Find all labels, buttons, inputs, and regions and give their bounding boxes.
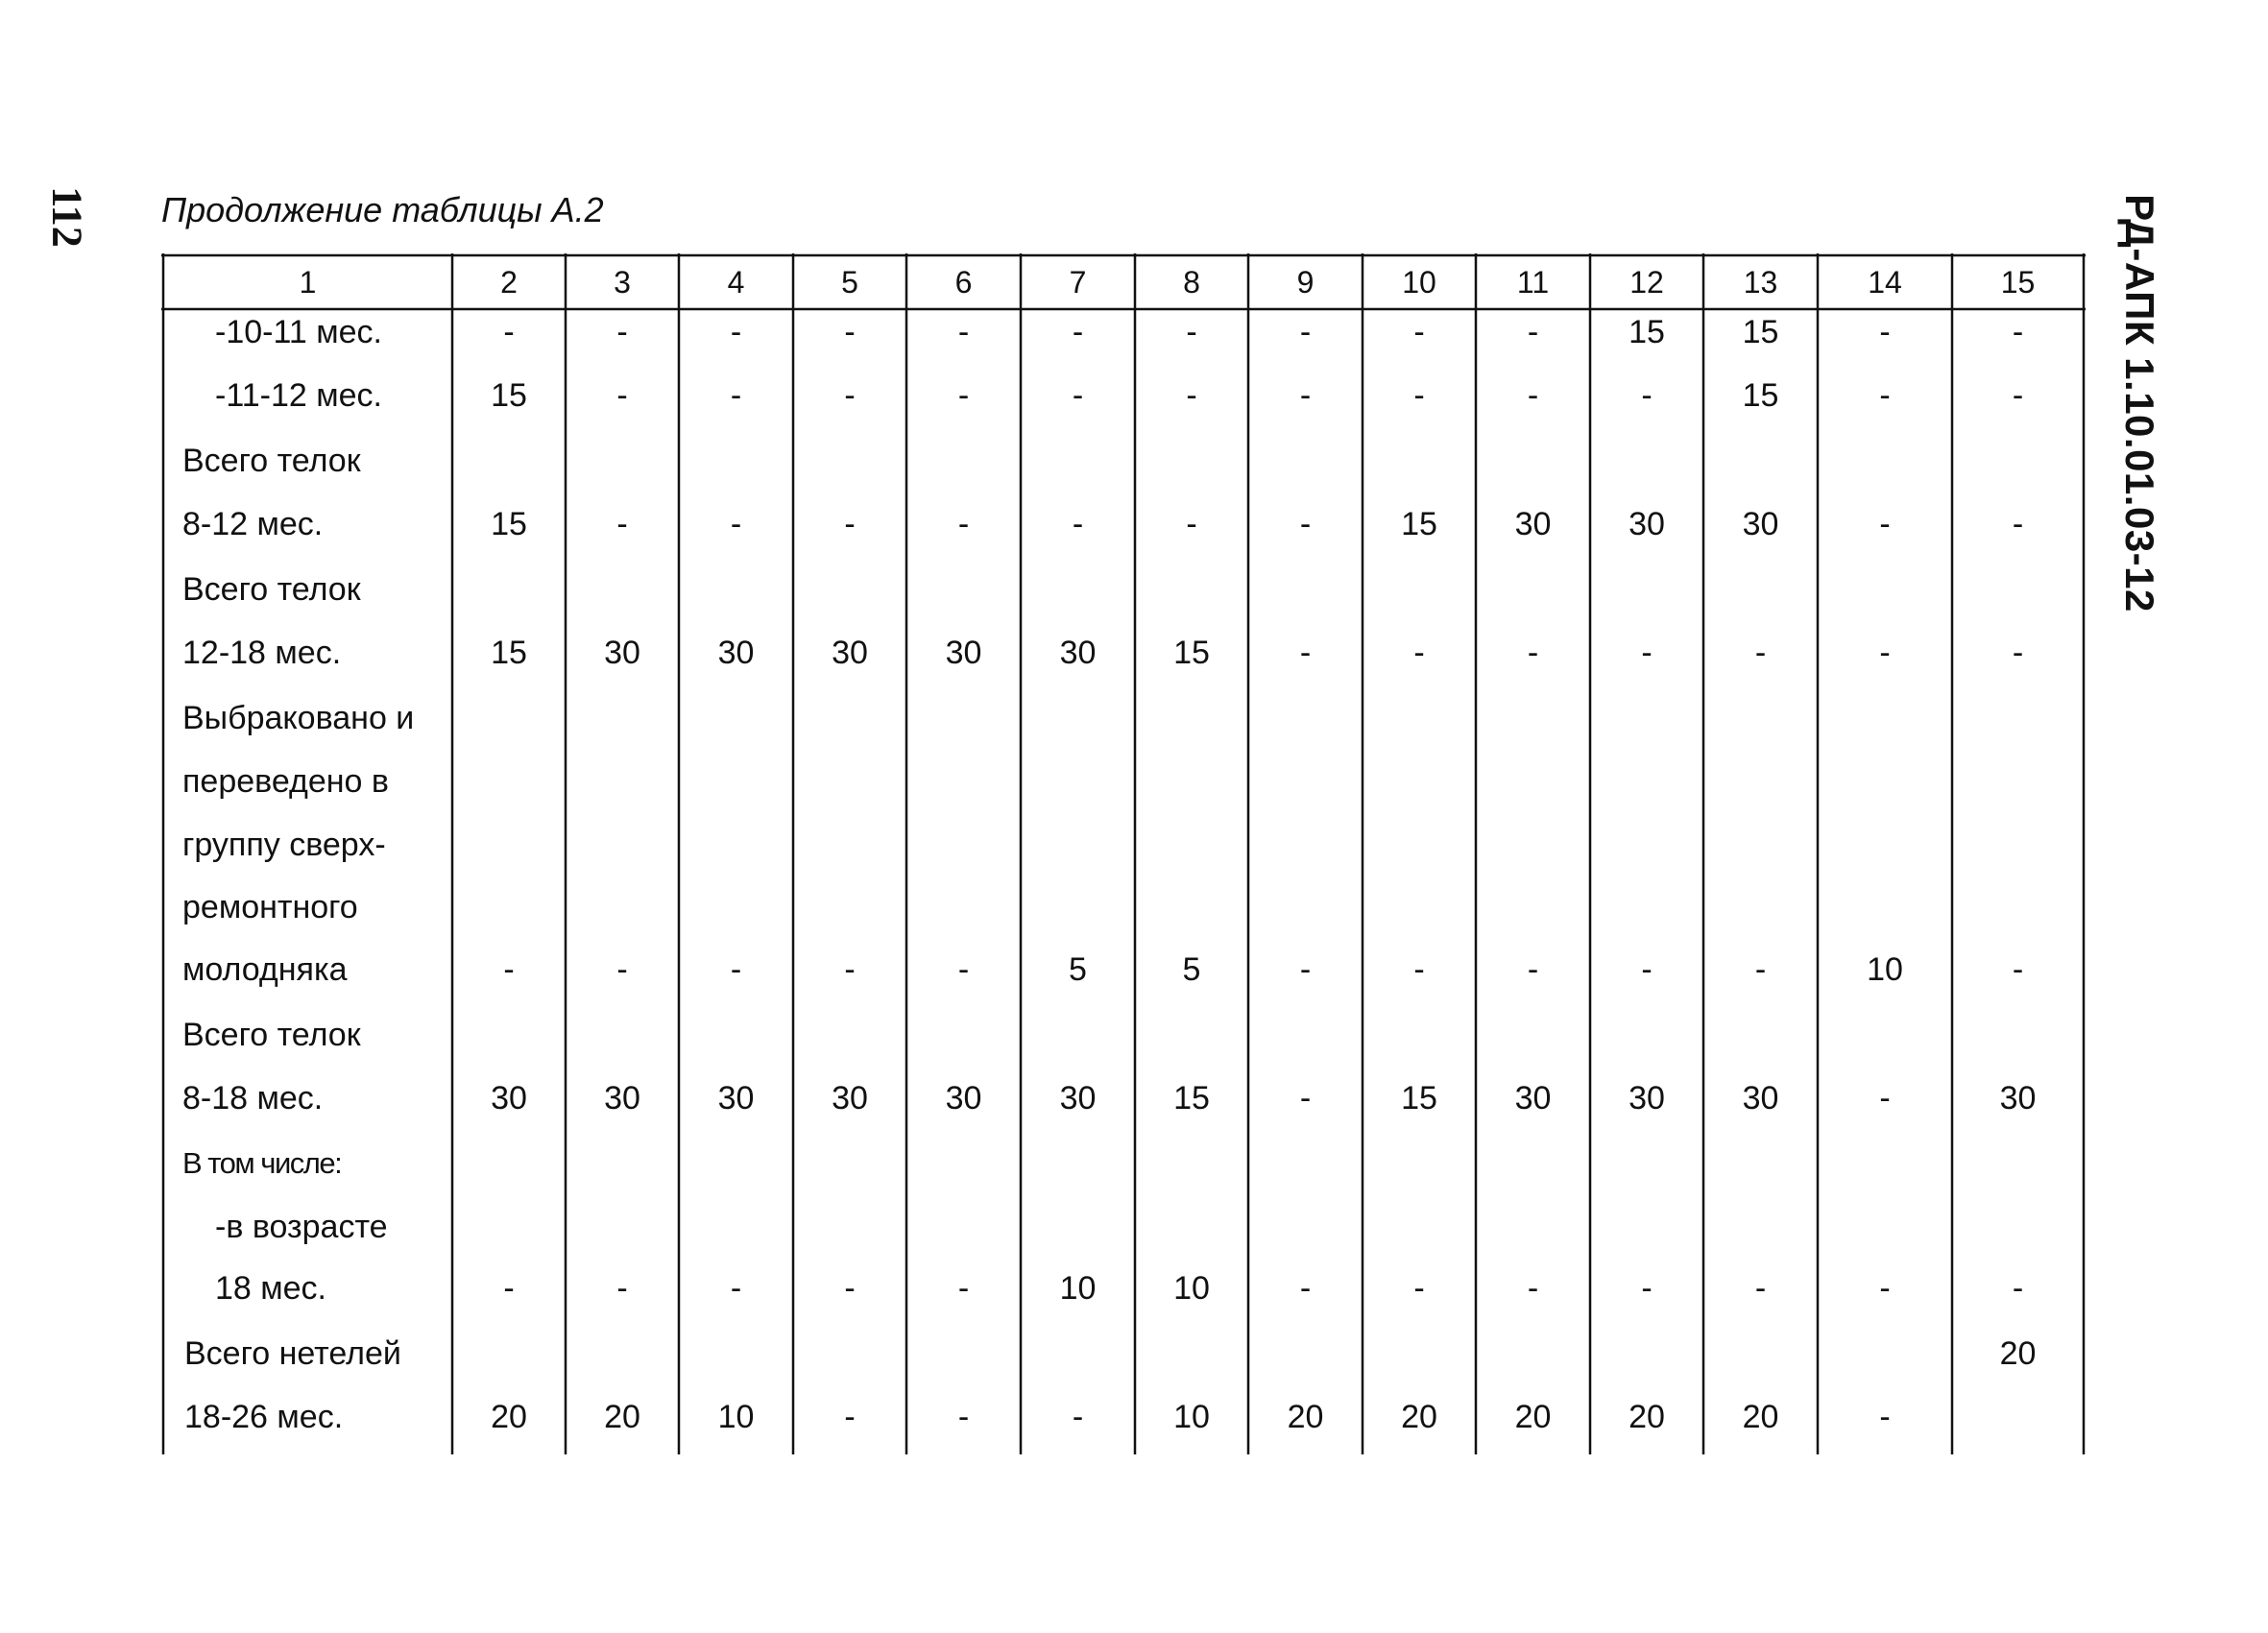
- table-cell: -: [1299, 506, 1312, 542]
- table-cell: -: [1641, 1270, 1653, 1307]
- table-cell: -: [1072, 506, 1084, 542]
- table-cell: -: [2012, 314, 2024, 350]
- table-cell: -: [844, 951, 856, 988]
- table-cell: -: [844, 1399, 856, 1435]
- table-cell: -: [844, 1270, 856, 1307]
- table-cell: 30: [832, 635, 868, 671]
- row-label: Всего телок: [182, 443, 361, 479]
- table-cell: -: [2012, 377, 2024, 414]
- table-cell: -: [1299, 1080, 1312, 1117]
- table-cell: 20: [1742, 1399, 1779, 1435]
- table-cell: -: [1879, 1080, 1891, 1117]
- table-cell: 15: [1401, 506, 1437, 542]
- table-cell: -: [1186, 377, 1197, 414]
- table-cell: -: [616, 314, 628, 350]
- table-cell: -: [1299, 951, 1312, 988]
- row-label: Всего нетелей: [184, 1335, 401, 1372]
- table-cell: -: [1641, 635, 1653, 671]
- table-cell: -: [1527, 951, 1539, 988]
- table-cell: 20: [1999, 1335, 2037, 1372]
- table-cell: 30: [945, 635, 982, 671]
- table-cell: -: [1413, 1270, 1425, 1307]
- table-cell: -: [2012, 951, 2024, 988]
- table-cell: 10: [1173, 1270, 1210, 1307]
- table-cell: 30: [604, 1080, 640, 1117]
- table-cell: 30: [1742, 506, 1779, 542]
- header-cell: 10: [1402, 265, 1436, 300]
- table-cell: 30: [717, 635, 755, 671]
- table-cell: 20: [1287, 1399, 1324, 1435]
- page-number: 112: [43, 186, 91, 248]
- table-cell: 15: [491, 377, 527, 414]
- table-cell: 10: [1059, 1270, 1097, 1307]
- table-cell: -: [616, 377, 628, 414]
- table-cell: 30: [1514, 506, 1552, 542]
- header-cell: 9: [1296, 265, 1315, 300]
- table-cell: 20: [1401, 1399, 1437, 1435]
- table-cell: -: [1879, 635, 1891, 671]
- table-cell: -: [2012, 506, 2024, 542]
- table-cell: -: [1072, 377, 1084, 414]
- row-label: 8-12 мес.: [182, 506, 324, 542]
- row-label: -10-11 мес.: [215, 314, 382, 350]
- table-cell: -: [1879, 506, 1891, 542]
- header-cell: 15: [2000, 265, 2036, 300]
- table-cell: -: [1527, 377, 1539, 414]
- row-label: 18-26 мес.: [184, 1399, 344, 1435]
- row-label: переведено в: [182, 763, 389, 800]
- table-cell: -: [616, 1270, 628, 1307]
- table-cell: 20: [604, 1399, 640, 1435]
- table-cell: -: [2012, 635, 2024, 671]
- table-cell: -: [1413, 314, 1425, 350]
- header-cell: 7: [1069, 265, 1087, 300]
- table-cell: -: [616, 506, 628, 542]
- header-cell: 8: [1183, 265, 1200, 300]
- row-label: 18 мес.: [215, 1270, 326, 1307]
- header-cell: 13: [1743, 265, 1778, 300]
- table-cell: -: [1413, 951, 1425, 988]
- table-cell: 30: [1629, 1080, 1665, 1117]
- table-cell: -: [1527, 635, 1539, 671]
- table-cell: -: [503, 314, 515, 350]
- table-cell: -: [957, 377, 970, 414]
- header-cell: 6: [954, 265, 973, 300]
- table-cell: -: [503, 1270, 515, 1307]
- table-cell: -: [1072, 314, 1084, 350]
- table-cell: -: [730, 951, 742, 988]
- table-cell: 15: [1742, 314, 1779, 350]
- row-label: молодняка: [182, 951, 348, 988]
- table-cell: 15: [1173, 635, 1210, 671]
- table-cell: 10: [717, 1399, 755, 1435]
- table-cell: 10: [1867, 951, 1903, 988]
- table-cell: -: [1299, 314, 1312, 350]
- table-cell: 30: [1059, 635, 1097, 671]
- table-cell: -: [1754, 951, 1767, 988]
- row-label: группу сверх-: [182, 827, 386, 863]
- row-label: Всего телок: [182, 1017, 361, 1053]
- table-cell: 30: [1629, 506, 1665, 542]
- table-cell: -: [1879, 1270, 1891, 1307]
- table-cell: -: [503, 951, 515, 988]
- header-cell: 14: [1868, 265, 1902, 300]
- table-cell: -: [1754, 1270, 1767, 1307]
- table-cell: 30: [832, 1080, 868, 1117]
- row-label: 12-18 мес.: [182, 635, 342, 671]
- table-caption: Продолжение таблицы А.2: [161, 190, 604, 229]
- table-cell: -: [1754, 635, 1767, 671]
- row-label: В том числе:: [182, 1146, 342, 1180]
- table-cell: 30: [1059, 1080, 1097, 1117]
- row-label: Выбраковано и: [182, 700, 415, 736]
- table-cell: -: [730, 506, 742, 542]
- table-cell: 30: [1742, 1080, 1779, 1117]
- table-cell: 10: [1173, 1399, 1210, 1435]
- table-cell: -: [844, 314, 856, 350]
- table-cell: -: [1299, 377, 1312, 414]
- table-cell: -: [1072, 1399, 1084, 1435]
- table-cell: -: [1299, 635, 1312, 671]
- table-cell: -: [1641, 951, 1653, 988]
- table-cell: -: [1413, 635, 1425, 671]
- table-cell: 15: [1742, 377, 1779, 414]
- table-cell: -: [844, 377, 856, 414]
- table-cell: -: [730, 1270, 742, 1307]
- row-label: -в возрасте: [215, 1209, 388, 1245]
- table-cell: -: [957, 951, 970, 988]
- table-cell: 30: [945, 1080, 982, 1117]
- table-cell: -: [957, 1270, 970, 1307]
- table-cell: -: [1413, 377, 1425, 414]
- table-cell: 15: [491, 635, 527, 671]
- table-cell: 15: [491, 506, 527, 542]
- table-cell: -: [1186, 314, 1197, 350]
- table-cell: -: [957, 506, 970, 542]
- row-label: ремонтного: [182, 889, 358, 925]
- table-cell: 20: [1514, 1399, 1552, 1435]
- table-cell: -: [730, 377, 742, 414]
- table-cell: 5: [1182, 951, 1201, 988]
- table-cell: -: [957, 1399, 970, 1435]
- header-cell: 11: [1516, 265, 1550, 300]
- table-cell: -: [957, 314, 970, 350]
- table-cell: -: [844, 506, 856, 542]
- header-cell: 5: [841, 265, 858, 300]
- table-cell: 20: [491, 1399, 527, 1435]
- row-label: Всего телок: [182, 571, 361, 608]
- table-cell: -: [1879, 1399, 1891, 1435]
- table-cell: 15: [1629, 314, 1665, 350]
- table-cell: -: [2012, 1270, 2024, 1307]
- header-cell: 12: [1629, 265, 1664, 300]
- row-label: 8-18 мес.: [182, 1080, 324, 1117]
- table-cell: 30: [604, 635, 640, 671]
- table-cell: -: [730, 314, 742, 350]
- document-code: РД-АПК 1.10.01.03-12: [2117, 194, 2162, 612]
- table-cell: 5: [1069, 951, 1087, 988]
- table-cell: -: [1527, 1270, 1539, 1307]
- header-cell: 2: [500, 265, 518, 300]
- table-cell: -: [1527, 314, 1539, 350]
- table-cell: 30: [1999, 1080, 2037, 1117]
- table-cell: -: [1641, 377, 1653, 414]
- header-cell: 4: [727, 265, 745, 300]
- table-cell: -: [1879, 314, 1891, 350]
- table-cell: -: [1186, 506, 1197, 542]
- table-cell: -: [1879, 377, 1891, 414]
- header-cell: 1: [299, 265, 317, 300]
- table-cell: 15: [1173, 1080, 1210, 1117]
- row-label: -11-12 мес.: [215, 377, 382, 414]
- table-cell: 20: [1629, 1399, 1665, 1435]
- table-cell: -: [1299, 1270, 1312, 1307]
- header-cell: 3: [614, 265, 631, 300]
- table-cell: 15: [1401, 1080, 1437, 1117]
- table-cell: 30: [717, 1080, 755, 1117]
- table-cell: -: [616, 951, 628, 988]
- table-cell: 30: [1514, 1080, 1552, 1117]
- table-cell: 30: [491, 1080, 527, 1117]
